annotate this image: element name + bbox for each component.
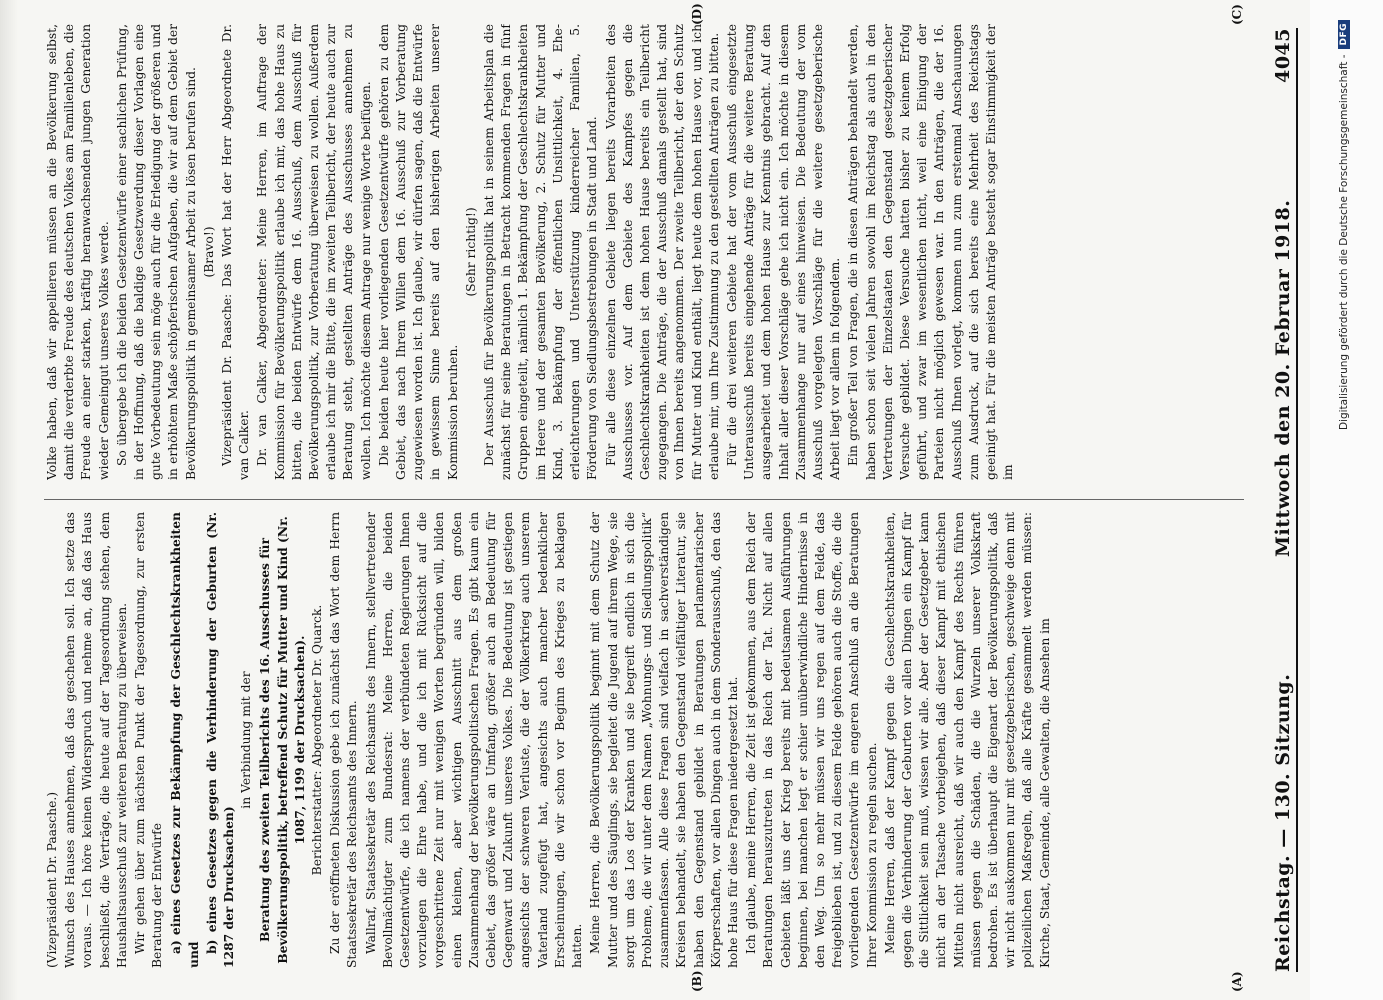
connector-line: in Verbindung mit der	[239, 671, 254, 809]
left-column	[44, 512, 1244, 968]
dfg-logo: DFG	[1338, 20, 1350, 49]
digitization-note	[1338, 20, 1350, 620]
speech-paragraph: Ein großer Teil von Fragen, die in diesen Anträgen behandelt werden, haben schon seit vielen Jahren sowohl im Reichstag als auch in den Vertretungen der Einzelstaaten den Gegenstand gesetzgeberischer Versuche gebildet. Diese Versuche hatten bisher zu keinem Erfolg geführt, und zwar im wesentlichen nicht, weil eine Einigung der Parteien nicht möglich gewesen war. In den Anträgen, die der 16. Ausschuß Ihnen vorlegt, kommen nun zum erstenmal Anschauungen zum Ausdruck, auf die sich bereits eine Mehrheit des Reichstags geeinigt hat. Für die meisten Anträge besteht sogar Einstimmigkeit der im	[846, 24, 1016, 480]
agenda-heading: Beratung des zweiten Teilberichts des 16. Ausschusses für Bevölkerungspolitik, betreffend Schutz für Mutter und Kind (Nr. 1087, 1199 der Drucksachen).	[257, 516, 307, 964]
speech-paragraph: Ich glaube, meine Herren, die Zeit ist gekommen, aus dem Reich der Beratungen herauszutreten in das Reich der Tat. Nicht auf allen Gebieten läßt uns der Krieg bereits mit bedeutsamen Ausführungen beginnen, bei manchen legt er schier unüberwindliche Hindernisse in den Weg. Um so mehr müssen wir uns regen auf dem Felde, das freigeblieben ist, und zu diesem Felde gehören auch die Stoffe, die die vorliegenden Gesetzentwürfe im engeren Anschluß an die Beratungen Ihrer Kommission zu regeln suchen.	[744, 512, 879, 968]
right-column	[44, 24, 1244, 480]
paragraph: Zu der eröffneten Diskussion gebe ich zunächst das Wort dem Herrn Staatssekretär des Reichsamts des Innern.	[328, 512, 360, 968]
margin-mark-b: (B)	[690, 970, 704, 992]
speech-paragraph: Vizepräsident Dr. Paasche: Das Wort hat der Herr Abgeordnete Dr. van Calker.	[220, 24, 252, 480]
interjection: (Sehr richtig!)	[463, 207, 478, 297]
speech-paragraph: Volke haben, daß wir appellieren müssen an die Bevölkerung selbst, damit die verderbte Freude des deutschen Volkes am Familienleben, die Freude an einer starken, kräftig heranwachsenden jungen Generation wieder Gemeingut unseres Volkes werde.	[45, 24, 111, 480]
speech-paragraph: Meine Herren, die Bevölkerungspolitik beginnt mit dem Schutz der Mutter und des Säuglings, sie begleitet die Jugend auf ihrem Wege, sie sorgt um das Los der Kranken und sie begreift endlich in sich die Probleme, die wir unter dem Namen „Wohnungs- und Siedlungspolitik“ zusammenfassen. Alle diese Fragen sind vielfach in sachverständigen Kreisen behandelt, sie haben den Gegenstand vielfältiger Literatur, sie haben den Gegenstand gebildet in Beratungen parlamentarischer Körperschaften, vor allen Dingen auch in dem Sonderausschuß, den das hohe Haus für diese Fragen niedergesetzt hat.	[588, 512, 740, 968]
margin-mark-d: (D)	[690, 3, 704, 25]
header-center: Mittwoch den 20. Februar 1918.	[1272, 199, 1294, 557]
interjection: (Bravo!)	[201, 226, 216, 278]
speech-paragraph: Meine Herren, daß der Kampf gegen die Geschlechtskrankheiten, gegen die Verhinderung der Geburten vor allen Dingen ein Kampf für die Sittlichkeit sein muß, wissen wir alle. Aber der Gesetzgeber kann nicht an der Tatsache vorbeigehen, daß dieser Kampf mit ethischen Mitteln nicht ausreicht, daß wir auch den Kampf des Rechts führen müssen gegen die Schäden, die die Wurzeln unserer Volkskraft bedrohen. Es ist überhaupt die Eigenart der Bevölkerungspolitik, daß wir nicht auskommen nur mit gesetzgeberischen, geschweige denn mit polizeilichen Maßregeln, daß alle Kräfte gesammelt werden müssen: Kirche, Staat, Gemeinde, alle Gewalten, die Ansehen im	[882, 512, 1052, 968]
speech-paragraph: Für alle diese einzelnen Gebiete liegen bereits Vorarbeiten des Ausschusses vor. Auf dem Gebiete des Kampfes gegen die Geschlechtskrankheiten ist dem hohen Hause bereits ein Teilbericht zugegangen. Die Anträge, die der Ausschuß damals gestellt hat, sind von Ihnen bereits angenommen. Der zweite Teilbericht, der den Schutz für Mutter und Kind enthält, liegt heute dem hohen Hause vor, und ich erlaube mir, um Ihre Zustimmung zu den gestellten Anträgen zu bitten.	[603, 24, 721, 480]
page-bottom-edge	[0, 0, 18, 1000]
speech-paragraph: Für die drei weiteren Gebiete hat der vom Ausschuß eingesetzte Unterausschuß bereits eingehende Anträge für die weitere Beratung ausgearbeitet und dem hohen Hause zur Kenntnis gebracht. Auf den Inhalt aller dieser Vorschläge gehe ich nicht ein. Ich möchte in diesem Zusammenhange nur auf eines hinweisen. Die Bedeutung der vom Ausschuß vorgelegten Vorschläge für die weitere gesetzgeberische Arbeit liegt vor allem in folgendem.	[724, 24, 843, 480]
agenda-item-b: b) eines Gesetzes gegen die Verhinderung der Geburten (Nr. 1287 der Drucksachen)	[203, 512, 237, 968]
digitization-text: Digitalisierung gefördert durch die Deutsche Forschungsgemeinschaft -	[1338, 54, 1350, 431]
header-left: Reichstag. — 130. Sitzung.	[1272, 673, 1294, 972]
paragraph: Wunsch des Hauses annehmen, daß das geschehen soll. Ich setze das voraus. — Ich höre keinen Widerspruch und nehme an, daß das Haus beschließt, die Verträge, die heute auf der Tagesordnung stehen, dem Haushaltsausschuß zur weiteren Beratung zu überweisen.	[63, 512, 129, 968]
speech-paragraph: Wallraf, Staatssekretär des Reichsamts des Innern, stellvertretender Bevollmächtigter zum Bundesrat: Meine Herren, die beiden Gesetzentwürfe, die ich namens der verbündeten Regierungen Ihnen vorzulegen die Ehre habe, und die ich mit Rücksicht auf die vorgeschrittene Zeit nur mit wenigen Worten begründen will, bilden einen kleinen, aber wichtigen Ausschnitt aus dem großen Zusammenhang der bevölkerungspolitischen Fragen. Es gibt kaum ein Gebiet, das größer wäre an Umfang, größer auch an Bedeutung für Gegenwart und Zukunft unseres Volkes. Die Bedeutung ist gestiegen angesichts der schweren Verluste, die der Völkerkrieg auch unserem Vaterland zugefügt hat, angesichts auch mancher bedenklicher Erscheinungen, die wir schon vor Beginn des Krieges zu beklagen hatten.	[363, 512, 585, 968]
page-number: 4045	[1272, 28, 1294, 83]
speech-paragraph: Die beiden heute hier vorliegenden Gesetzentwürfe gehören zu dem Gebiet, das nach Ihrem Willen dem 16. Ausschuß zur Vorberatung zugewiesen worden ist. Ich glaube, wir dürfen sagen, daß die Entwürfe in gewissem Sinne bereits auf den bisherigen Arbeiten unserer Kommission beruhen.	[376, 24, 460, 480]
speech-paragraph: So übergebe ich die beiden Gesetzentwürfe einer sachlichen Prüfung, in der Hoffnung, daß die baldige Gesetzwerdung dieser Vorlagen eine gute Vorbedeutung sein möge auch für die Erledigung der größeren und in erhöhtem Maße schöpferischen Aufgaben, die wir auf dem Gebiet der Bevölkerungspolitik in gemeinsamer Arbeit zu lösen berufen sind.	[114, 24, 198, 480]
margin-mark-a: (A)	[1230, 971, 1244, 992]
column-divider	[44, 499, 1244, 500]
speaker-note: (Vizepräsident Dr. Paasche.)	[45, 791, 59, 968]
agenda-item-a: a) eines Gesetzes zur Bekämpfung der Geschlechtskrankheiten und	[168, 512, 201, 968]
margin-mark-c: (C)	[1230, 4, 1244, 25]
speech-paragraph: Der Ausschuß für Bevölkerungspolitik hat in seinem Arbeitsplan die zunächst für seine Beratungen in Betracht kommenden Fragen in fünf Gruppen eingeteilt, nämlich 1. Bekämpfung der Geschlechtskrankheiten im Heere und der gesamten Bevölkerung, 2. Schutz für Mutter und Kind, 3. Bekämpfung der öffentlichen Unsittlichkeit, 4. Ehe-erleichterungen und Unterstützung kinderreicher Familien, 5. Förderung von Siedlungsbestrebungen in Stadt und Land.	[482, 24, 600, 480]
rapporteur: Berichterstatter: Abgeordneter Dr. Quarck.	[310, 604, 325, 876]
page-header	[1258, 28, 1298, 972]
speech-paragraph: Dr. van Calker, Abgeordneter: Meine Herren, im Auftrage der Kommission für Bevölkerungspolitik erlaube ich mir, das hohe Haus zu bitten, die beiden Entwürfe dem 16. Ausschuß, dem Ausschuß für Bevölkerungspolitik, zur Vorberatung überweisen zu wollen. Außerdem erlaube ich mir die Bitte, die im zweiten Teilbericht, der heute auch zur Beratung steht, gestellten Anträge des Ausschusses annehmen zu wollen. Ich möchte diesem Antrage nur wenige Worte beifügen.	[255, 24, 373, 480]
paragraph: Wir gehen über zum nächsten Punkt der Tagesordnung, zur ersten Beratung der Entwürfe	[133, 512, 165, 968]
